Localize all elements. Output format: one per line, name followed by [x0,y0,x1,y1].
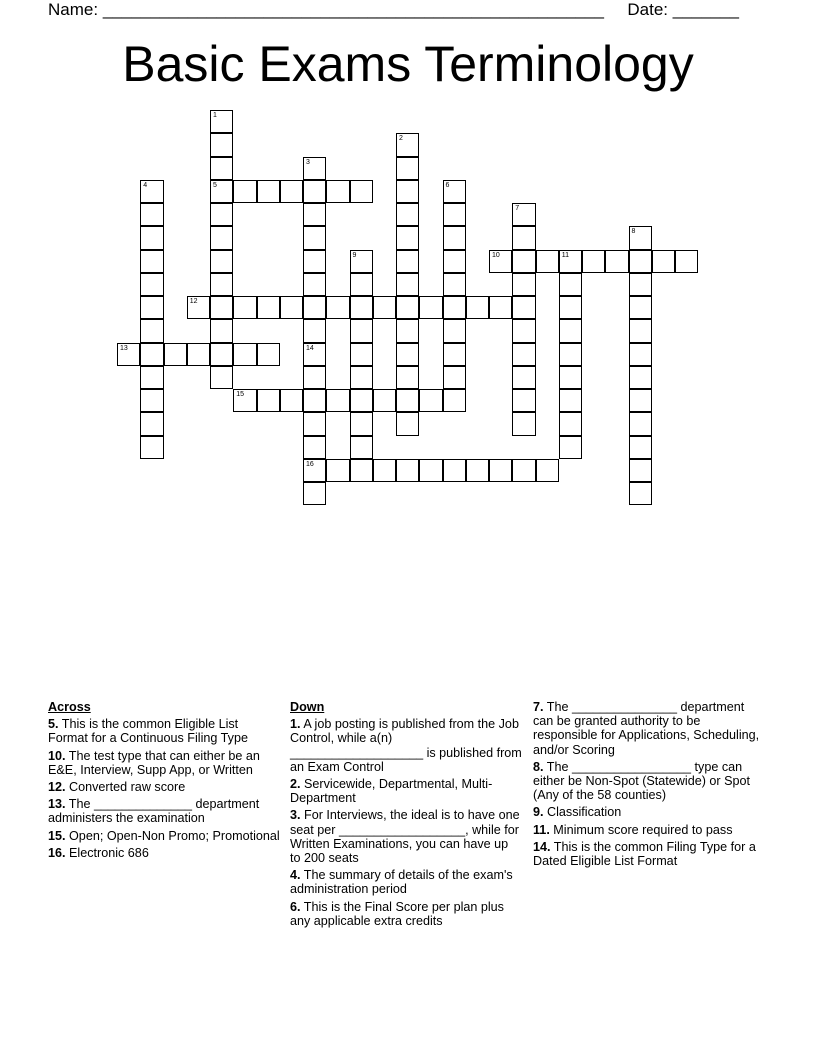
crossword-cell[interactable] [419,389,442,412]
crossword-cell[interactable] [396,366,419,389]
date-label: Date: [627,0,669,19]
crossword-cell[interactable] [629,389,652,412]
crossword-cell[interactable] [675,250,698,273]
clue-num: 1. [290,717,301,732]
down-clues-col-1 [290,700,522,931]
clue-number: 10 [492,251,500,259]
clue-number: 9 [352,251,357,259]
crossword-cell[interactable] [303,180,326,203]
down-clues-col-2 [533,700,765,871]
down-heading: Down [290,700,325,714]
crossword-cell[interactable] [489,296,512,319]
crossword-cell[interactable] [350,389,373,412]
crossword-cell[interactable] [373,459,396,482]
clue-number: 4 [143,181,148,189]
crossword-cell[interactable] [210,273,233,296]
crossword-cell[interactable] [559,296,582,319]
crossword-cell[interactable] [140,343,163,366]
crossword-cell[interactable] [350,250,373,273]
crossword-cell[interactable] [233,343,256,366]
crossword-cell[interactable] [187,343,210,366]
crossword-cell[interactable] [350,180,373,203]
clue-item [290,868,522,896]
crossword-cell[interactable] [140,412,163,435]
clue-text: A job posting is published from the Job Control, while a(n) ___________________ is published from an Exam Control [290,717,522,774]
clue-item [290,808,522,865]
crossword-cell[interactable] [396,157,419,180]
crossword-cell[interactable] [396,459,419,482]
crossword-cell[interactable] [140,296,163,319]
clue-number: 8 [631,228,636,236]
crossword-cell[interactable] [629,366,652,389]
crossword-cell[interactable] [396,180,419,203]
clue-num: 13. [48,797,66,812]
crossword-cell[interactable] [396,296,419,319]
crossword-cell[interactable] [396,250,419,273]
crossword-cell[interactable] [303,389,326,412]
clue-text: This is the Final Score per plan plus any applicable extra credits [290,899,504,928]
clue-text: The ______________ department administers the examination [48,797,260,826]
crossword-cell[interactable] [512,226,535,249]
crossword-cell[interactable] [443,226,466,249]
crossword-cell[interactable] [629,436,652,459]
crossword-cell[interactable] [396,226,419,249]
across-heading: Across [48,700,91,714]
crossword-cell[interactable] [629,412,652,435]
crossword-cell[interactable] [303,412,326,435]
clue-item [48,780,280,794]
clue-number: 15 [236,391,245,398]
crossword-cell[interactable] [140,203,163,226]
crossword-cell[interactable] [326,296,349,319]
clue-number: 14 [306,344,314,352]
crossword-cell[interactable] [396,133,419,156]
clue-num: 2. [290,777,301,792]
clue-text: Electronic 686 [65,845,149,860]
crossword-cell[interactable] [373,296,396,319]
crossword-cell[interactable] [396,273,419,296]
crossword-cell[interactable] [512,319,535,342]
clue-text: The _______________ department can be granted authority to be responsible for Applications, Scheduling, and/or Scoring [533,700,760,757]
clue-number: 1 [213,112,217,119]
crossword-cell[interactable] [303,366,326,389]
crossword-cell[interactable] [280,180,303,203]
crossword-cell[interactable] [280,296,303,319]
clue-text: The test type that can either be an E&E, Interview, Supp App, or Written [48,748,260,777]
clue-text: This is the common Eligible List Format for a Continuous Filing Type [48,717,248,746]
crossword-cell[interactable] [443,203,466,226]
clue-number: 2 [399,135,403,143]
clue-text: Classification [543,805,622,820]
crossword-cell[interactable] [629,226,652,249]
crossword-cell[interactable] [210,133,233,156]
clue-text: Open; Open-Non Promo; Promotional [65,828,280,843]
crossword-cell[interactable] [326,389,349,412]
crossword-cell[interactable] [233,296,256,319]
crossword-cell[interactable] [303,482,326,505]
crossword-cell[interactable] [629,273,652,296]
crossword-cell[interactable] [559,250,582,273]
clue-item [290,777,522,805]
clue-item [48,797,280,825]
crossword-cell[interactable] [233,389,256,412]
crossword-cell[interactable] [373,389,396,412]
clue-text: Converted raw score [65,780,186,795]
clue-num: 6. [290,899,301,914]
crossword-cell[interactable] [140,226,163,249]
crossword-cell[interactable] [117,343,140,366]
crossword-cell[interactable] [257,389,280,412]
crossword-cell[interactable] [140,389,163,412]
clue-number: 13 [120,344,128,352]
crossword-cell[interactable] [140,273,163,296]
clue-num: 16. [48,845,66,860]
crossword-cell[interactable] [350,273,373,296]
clue-num: 12. [48,780,66,795]
crossword-cell[interactable] [396,389,419,412]
crossword-cell[interactable] [140,319,163,342]
crossword-cell[interactable] [512,250,535,273]
crossword-cell[interactable] [350,412,373,435]
crossword-cell[interactable] [536,250,559,273]
clue-item [533,805,765,819]
clue-num: 7. [533,700,544,714]
crossword-cell[interactable] [140,180,163,203]
crossword-cell[interactable] [164,343,187,366]
crossword-cell[interactable] [350,459,373,482]
crossword-cell[interactable] [303,250,326,273]
crossword-cell[interactable] [303,157,326,180]
crossword-cell[interactable] [652,250,675,273]
crossword-cell[interactable] [210,250,233,273]
crossword-cell[interactable] [419,459,442,482]
clue-item [290,717,522,774]
crossword-cell[interactable] [629,343,652,366]
crossword-cell[interactable] [582,250,605,273]
crossword-cell[interactable] [512,459,535,482]
clue-item [48,749,280,777]
crossword-cell[interactable] [512,366,535,389]
clue-text: For Interviews, the ideal is to have one seat per __________________, while for Written Examinations, you can have up to 200 seats [290,808,520,866]
clue-num: 9. [533,805,544,820]
crossword-cell[interactable] [629,459,652,482]
crossword-cell[interactable] [187,296,210,319]
crossword-cell[interactable] [512,203,535,226]
crossword-cell[interactable] [629,482,652,505]
crossword-cell[interactable] [257,343,280,366]
clue-text: The summary of details of the exam's administration period [290,868,513,897]
crossword-cell[interactable] [303,273,326,296]
crossword-cell[interactable] [512,389,535,412]
crossword-cell[interactable] [443,343,466,366]
crossword-cell[interactable] [512,296,535,319]
crossword-cell[interactable] [350,366,373,389]
crossword-cell[interactable] [443,180,466,203]
clue-number: 3 [306,158,310,166]
clue-text: Servicewide, Departmental, Multi-Department [290,777,493,806]
clue-text: The _________________ type can either be Non-Spot (Statewide) or Spot (Any of the 58 counties) [533,759,751,803]
crossword-cell[interactable] [350,436,373,459]
crossword-cell[interactable] [559,389,582,412]
name-label: Name: [48,0,99,19]
clue-number: 6 [445,181,450,189]
clue-num: 14. [533,839,551,854]
crossword-cell[interactable] [303,203,326,226]
crossword-cell[interactable] [350,296,373,319]
crossword-cell[interactable] [443,389,466,412]
crossword-cell[interactable] [443,319,466,342]
clue-num: 4. [290,868,301,883]
crossword-cell[interactable] [629,250,652,273]
crossword-cell[interactable] [210,110,233,133]
clue-number: 7 [515,205,520,212]
crossword-cell[interactable] [350,319,373,342]
crossword-cell[interactable] [303,436,326,459]
crossword-cell[interactable] [443,250,466,273]
crossword-cell[interactable] [210,203,233,226]
clue-item [48,829,280,843]
clue-item [533,823,765,837]
crossword-cell[interactable] [140,250,163,273]
crossword-cell[interactable] [466,296,489,319]
crossword-cell[interactable] [210,180,233,203]
clue-item [533,760,765,803]
crossword-cell[interactable] [140,366,163,389]
crossword-cell[interactable] [350,343,373,366]
clue-number: 16 [306,460,314,468]
clue-item [533,840,765,868]
crossword-cell[interactable] [303,296,326,319]
crossword-cell[interactable] [443,273,466,296]
crossword-cell[interactable] [210,343,233,366]
crossword-cell[interactable] [512,412,535,435]
clue-num: 3. [290,808,301,823]
clue-number: 5 [213,181,217,189]
crossword-cell[interactable] [605,250,628,273]
crossword-cell[interactable] [559,319,582,342]
crossword-cell[interactable] [512,273,535,296]
crossword-cell[interactable] [396,203,419,226]
crossword-cell[interactable] [629,296,652,319]
clue-item [533,700,765,757]
crossword-cell[interactable] [303,343,326,366]
crossword-cell[interactable] [466,459,489,482]
date-blank[interactable]: _______ [672,0,739,19]
crossword-cell[interactable] [280,389,303,412]
crossword-cell[interactable] [559,343,582,366]
crossword-cell[interactable] [303,319,326,342]
crossword-cell[interactable] [210,226,233,249]
clue-item [48,717,280,745]
crossword-cell[interactable] [210,366,233,389]
crossword-cell[interactable] [559,412,582,435]
clue-item [48,846,280,860]
crossword-cell[interactable] [396,319,419,342]
crossword-cell[interactable] [326,180,349,203]
clue-number: 11 [561,251,570,259]
clue-num: 15. [48,828,66,843]
crossword-cell[interactable] [443,296,466,319]
crossword-cell[interactable] [396,412,419,435]
crossword-cell[interactable] [210,157,233,180]
crossword-cell[interactable] [489,250,512,273]
clue-num: 10. [48,748,66,763]
clue-num: 11. [533,822,550,837]
crossword-cell[interactable] [512,343,535,366]
crossword-cell[interactable] [303,226,326,249]
crossword-cell[interactable] [210,319,233,342]
crossword-cell[interactable] [326,459,349,482]
page-title: Basic Exams Terminology [122,36,694,92]
crossword-cell[interactable] [629,319,652,342]
clue-text: Minimum score required to pass [549,822,733,837]
crossword-cell[interactable] [559,366,582,389]
clue-num: 8. [533,759,544,774]
crossword-cell[interactable] [419,296,442,319]
crossword-cell[interactable] [233,180,256,203]
across-clues [48,700,280,863]
crossword-cell[interactable] [303,459,326,482]
crossword-cell[interactable] [489,459,512,482]
clue-text: This is the common Filing Type for a Dated Eligible List Format [533,839,756,869]
crossword-cell[interactable] [396,343,419,366]
clue-item [290,900,522,928]
crossword-cell[interactable] [210,296,233,319]
crossword-cell[interactable] [443,366,466,389]
crossword-cell[interactable] [536,459,559,482]
crossword-cell[interactable] [140,436,163,459]
crossword-cell[interactable] [257,296,280,319]
name-blank[interactable]: _____________________________________________________ [102,0,604,19]
clue-num: 5. [48,717,59,732]
clue-number: 12 [189,298,198,305]
crossword-cell[interactable] [559,436,582,459]
crossword-cell[interactable] [443,459,466,482]
crossword-cell[interactable] [559,273,582,296]
crossword-cell[interactable] [257,180,280,203]
